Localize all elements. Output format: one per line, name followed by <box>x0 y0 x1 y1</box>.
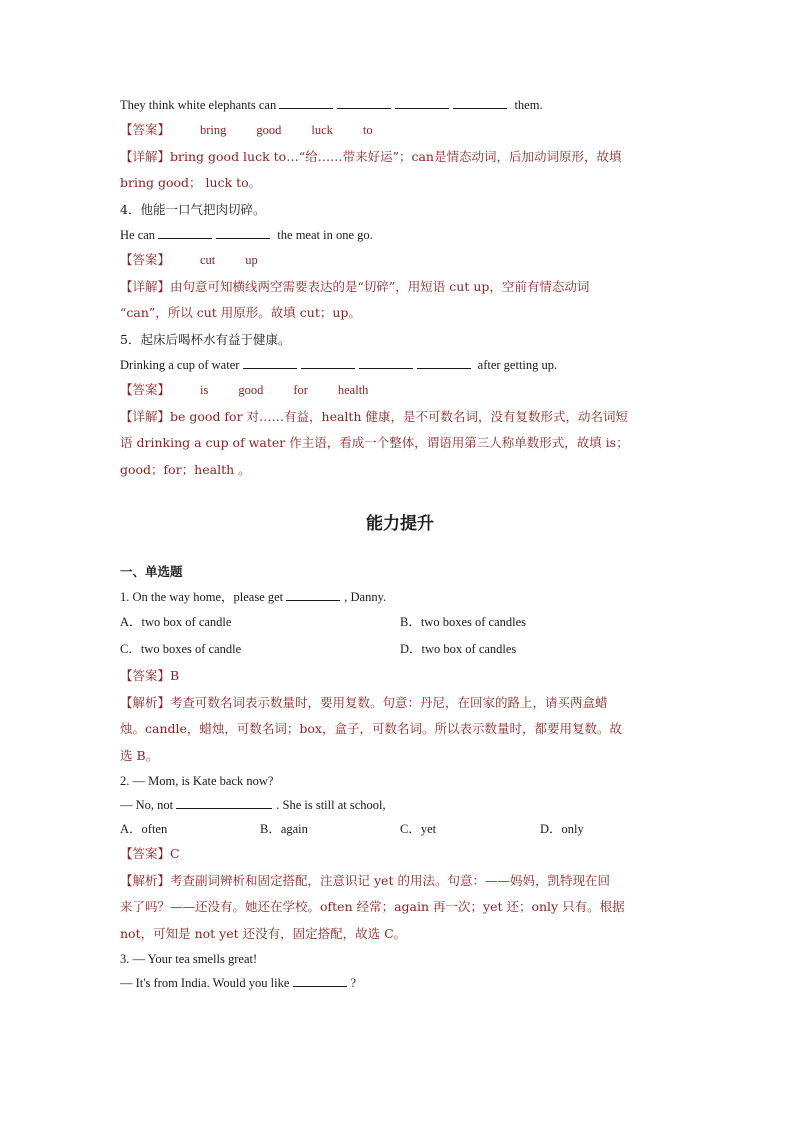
analysis-text: 考查可数名词表示数量时，要用复数。句意：丹尼，在回家的路上，请买两盒蜡 <box>170 694 608 710</box>
detail-text: 由句意可知横线两空需要表达的是“切碎”，用短语 cut up，空前有情态动词 <box>170 278 590 294</box>
detail-text: good；for；health 。 <box>120 461 251 477</box>
analysis-label: 【解析】 <box>120 872 171 888</box>
blank <box>337 96 391 109</box>
q3-stem-text: They think white elephants can <box>120 98 277 112</box>
q5-stem: 5．起床后喝杯水有益于健康。 <box>120 331 291 347</box>
mc1-options-row2 <box>120 636 680 663</box>
answer-word: cut <box>200 253 216 267</box>
mc3-stem-end: ? <box>350 976 357 990</box>
q3-stem-end: them. <box>514 98 543 112</box>
analysis-text: 选 B。 <box>120 747 159 763</box>
detail-text: “can”，所以 cut 用原形。故填 cut；up。 <box>120 305 361 320</box>
answer-word: health <box>337 383 369 397</box>
answer-word: to <box>362 123 373 137</box>
q3-answer <box>120 117 680 144</box>
detail-label: 【详解】 <box>120 408 171 424</box>
analysis-text: 烛。candle，蜡烛，可数名词；box，盒子，可数名词。所以表示数量时，都要用复数。故 <box>120 721 622 736</box>
q5-answer <box>120 377 680 404</box>
q4-en <box>120 223 680 247</box>
mc1-analysis <box>120 690 680 770</box>
q4-answer <box>120 247 680 274</box>
answer-word: up <box>245 253 258 267</box>
mc1-answer: 【答案】B <box>120 668 180 683</box>
q4-en-text: He can <box>120 228 156 242</box>
mc2-stem-1: 2. — Mom, is Kate back now? <box>120 774 274 788</box>
mc2-stem-end: . She is still at school, <box>276 798 386 812</box>
mc3-stem-2 <box>120 971 680 995</box>
mc3-stem-1: 3. — Your tea smells great! <box>120 952 258 966</box>
q3-stem <box>120 93 680 117</box>
option-d[interactable]: D．two box of candles <box>400 642 517 656</box>
mc1-stem <box>120 585 680 609</box>
analysis-text: not，可知是 not yet 还没有，固定搭配，故选 C。 <box>120 925 407 941</box>
analysis-text: 来了吗？——还没有。她还在学校。often 经常；again 再一次；yet 还；only 只有。根据 <box>120 899 625 914</box>
detail-text: bring good luck to…“给……带来好运”；can是情态动词，后加动词原形，故填 <box>170 148 622 164</box>
blank <box>158 226 212 239</box>
mc1-options-row1 <box>120 609 680 636</box>
document-page <box>120 93 680 995</box>
option-c[interactable]: C．two boxes of candle <box>120 642 242 656</box>
mc2-answer: 【答案】C <box>120 846 180 861</box>
analysis-text: 考查副词辨析和固定搭配，注意识记 yet 的用法。句意：——妈妈，凯特现在回 <box>170 872 610 888</box>
mc1-stem-text: 1. On the way home，please get <box>120 590 284 604</box>
option-a[interactable]: A．often <box>120 822 168 836</box>
answer-word: luck <box>311 123 333 137</box>
option-a[interactable]: A．two box of candle <box>120 615 232 629</box>
option-c[interactable]: C．yet <box>400 822 437 836</box>
mc3-stem-text: — It's from India. Would you like <box>120 976 290 990</box>
blank <box>286 588 340 601</box>
mc2-options <box>120 817 680 841</box>
mc2-analysis <box>120 868 680 948</box>
q4-en-end: the meat in one go. <box>277 228 373 242</box>
detail-label: 【详解】 <box>120 278 171 294</box>
mc2-stem-text: — No, not <box>120 798 174 812</box>
answer-word: for <box>293 383 308 397</box>
q3-detail <box>120 144 680 197</box>
answer-word: good <box>256 123 282 137</box>
subsection-title: 一、单选题 <box>120 564 183 579</box>
q5-en-end: after getting up. <box>477 358 558 372</box>
option-b[interactable]: B．two boxes of candles <box>400 615 527 629</box>
answer-label: 【答案】 <box>120 382 171 397</box>
blank <box>453 96 507 109</box>
detail-text: be good for 对……有益，health 健康，是不可数名词，没有复数形式，动名词短 <box>170 408 628 424</box>
answer-word: is <box>200 383 209 397</box>
section-title: 能力提升 <box>366 514 434 534</box>
blank <box>417 356 471 369</box>
q5-en-text: Drinking a cup of water <box>120 358 240 372</box>
blank <box>243 356 297 369</box>
answer-label: 【答案】 <box>120 252 171 267</box>
detail-label: 【详解】 <box>120 148 171 164</box>
blank <box>301 356 355 369</box>
analysis-label: 【解析】 <box>120 694 171 710</box>
answer-label: 【答案】 <box>120 122 171 137</box>
option-d[interactable]: D．only <box>540 822 584 836</box>
option-b[interactable]: B．again <box>260 822 308 836</box>
blank <box>359 356 413 369</box>
detail-text: bring good； luck to。 <box>120 175 262 190</box>
q4-detail <box>120 274 680 327</box>
blank <box>216 226 270 239</box>
mc2-stem-2 <box>120 793 680 817</box>
q5-detail <box>120 404 680 484</box>
blank <box>293 974 347 987</box>
blank <box>395 96 449 109</box>
answer-word: bring <box>200 123 227 137</box>
q5-en <box>120 353 680 377</box>
q4-stem: 4．他能一口气把肉切碎。 <box>120 201 266 217</box>
mc1-stem-end: , Danny. <box>344 590 387 604</box>
answer-word: good <box>238 383 264 397</box>
blank <box>279 96 333 109</box>
blank <box>176 796 272 809</box>
detail-text: 语 drinking a cup of water 作主语，看成一个整体，谓语用第三人称单数形式，故填 is； <box>120 435 629 450</box>
